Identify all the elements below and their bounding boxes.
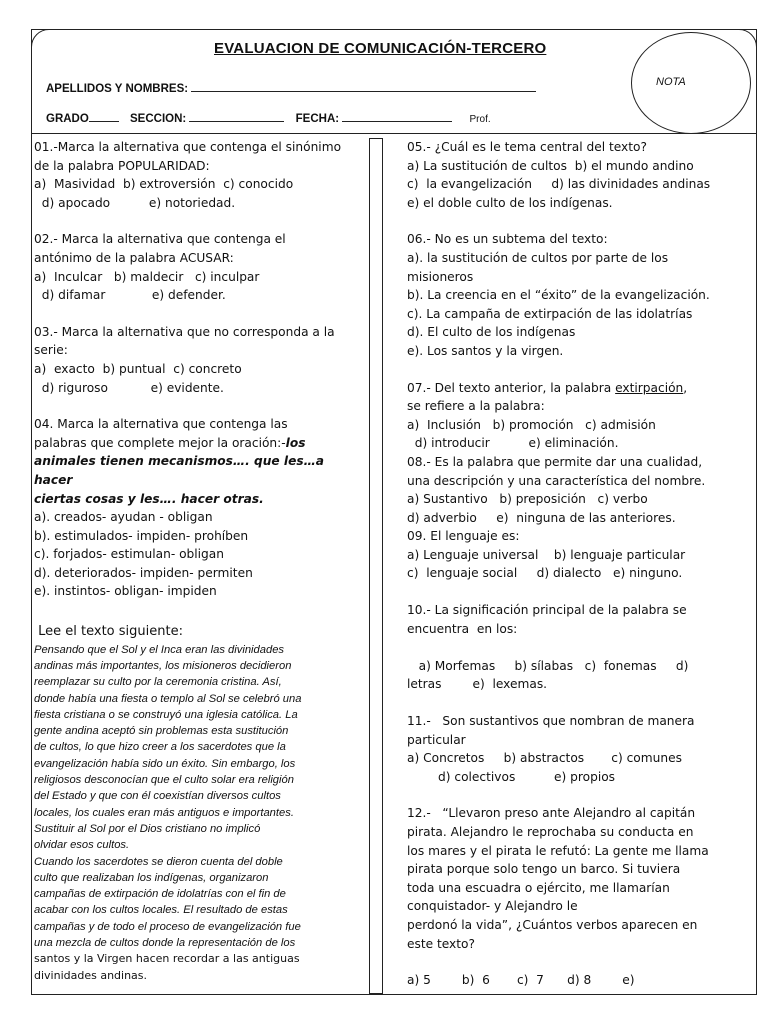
- reading-line: olvidar esos cultos.: [34, 839, 130, 852]
- reading-line: religiosos desconocían que el culto solar era religión: [34, 774, 294, 787]
- question-10: [407, 601, 737, 694]
- question-4: [34, 415, 364, 601]
- q4-line: palabras que complete mejor la oración:-: [34, 435, 286, 450]
- q3-line: serie:: [34, 343, 68, 358]
- question-11: [407, 712, 737, 786]
- q10-line: encuentra en los:: [407, 621, 518, 636]
- q9-options: a) Lenguaje universal b) lenguaje particular: [407, 547, 686, 562]
- q12-line: toda una escuadra o ejército, me llamarían: [407, 880, 670, 895]
- reading-line: fiesta cristiana o se construyó una iglesia católica. La: [34, 708, 298, 721]
- reading-line: Pensando que el Sol y el Inca eran las divinidades: [34, 643, 285, 656]
- q9-line: 09. El lenguaje es:: [407, 529, 520, 544]
- q4-option: c). forjados- estimulan- obligan: [34, 547, 224, 562]
- question-3: [34, 323, 364, 397]
- q11-line: 11.- Son sustantivos que nombran de manera: [407, 714, 695, 729]
- grado-blank[interactable]: [89, 110, 119, 122]
- q12-line: este texto?: [407, 936, 475, 951]
- reading-line: Cuando los sacerdotes se dieron cuenta del doble: [34, 855, 283, 868]
- name-blank[interactable]: [191, 80, 536, 92]
- q8-options: a) Sustantivo b) preposición c) verbo: [407, 492, 648, 507]
- question-7: [407, 379, 737, 453]
- question-8: [407, 453, 737, 527]
- q6-option: b). La creencia en el “éxito” de la evangelización.: [407, 288, 710, 303]
- q3-line: 03.- Marca la alternativa que no corresponda a la: [34, 324, 335, 339]
- reading-line: culto que realizaban los indígenas, organizaron: [34, 871, 269, 884]
- exam-title: EVALUACION DE COMUNICACIÓN-TERCERO: [214, 40, 547, 57]
- student-name-line: [46, 80, 536, 95]
- q6-option: a). la sustitución de cultos por parte de los: [407, 250, 669, 265]
- seccion-blank[interactable]: [189, 110, 284, 122]
- q5-options: c) la evangelización d) las divinidades andinas: [407, 177, 711, 192]
- reading-text: [34, 642, 364, 984]
- q6-option: misioneros: [407, 269, 474, 284]
- reading-line: donde había una fiesta o templo al Sol se celebró una: [34, 692, 302, 705]
- question-6: [407, 230, 737, 360]
- q12-line: 12.- “Llevaron preso ante Alejandro al capitán: [407, 806, 696, 821]
- q2-options: a) Inculcar b) maldecir c) inculpar: [34, 269, 260, 284]
- q4-option: a). creados- ayudan - obligan: [34, 510, 213, 525]
- q9-options: c) lenguaje social d) dialecto e) ninguno.: [407, 566, 683, 581]
- q12-line: pirata. Alejandro le reprochaba su conducta en: [407, 825, 694, 839]
- nota-label: NOTA: [656, 76, 686, 88]
- fecha-blank[interactable]: [342, 110, 452, 122]
- q12-options: a) 5 b) 6 c) 7 d) 8 e): [407, 973, 635, 988]
- reading-line: evangelización había sido un éxito. Sin embargo, los: [34, 757, 296, 770]
- reading-line: locales, los cuales eran más antiguos e importantes.: [34, 806, 294, 819]
- reading-line: campañas de extirpación de idolatrías con el fin de: [34, 888, 286, 901]
- reading-title: Lee el texto siguiente:: [34, 624, 183, 640]
- q4-option: d). deteriorados- impiden- permiten: [34, 565, 253, 580]
- q12-line: los mares y el pirata le refutó: La gente me llama: [407, 843, 709, 858]
- q4-sentence: animales tienen mecanismos…. que les…a hacer: [34, 454, 329, 487]
- apellidos-label: APELLIDOS Y NOMBRES:: [46, 83, 189, 95]
- reading-line: una mezcla de cultos donde la representación de los: [34, 937, 296, 949]
- q4-sentence: los: [285, 435, 306, 450]
- right-column: [407, 138, 737, 990]
- grado-line: [46, 110, 491, 125]
- reading-line: andinas más importantes, los misioneros decidieron: [34, 659, 292, 672]
- q2-options: d) difamar e) defender.: [34, 288, 226, 303]
- question-9: [407, 527, 737, 583]
- q7-keyword: extirpación: [615, 380, 684, 395]
- q1-options: d) apocado e) notoriedad.: [34, 195, 236, 210]
- q10-options: letras e) lexemas.: [407, 677, 548, 692]
- q12-line: pirata porque solo tengo un barco. Si tuviera: [407, 862, 681, 877]
- reading-line: gente andina aceptó sin problemas esta sustitución: [34, 725, 289, 738]
- q1-line: de la palabra POPULARIDAD:: [34, 158, 210, 173]
- q5-line: 05.- ¿Cuál es le tema central del texto?: [407, 140, 647, 154]
- question-2: [34, 230, 364, 304]
- q6-line: 06.- No es un subtema del texto:: [407, 232, 608, 247]
- nota-circle: [631, 32, 751, 134]
- q11-options: a) Concretos b) abstractos c) comunes: [407, 751, 682, 766]
- q3-options: a) exacto b) puntual c) concreto: [34, 361, 242, 376]
- q7-line: 07.- Del texto anterior, la palabra: [407, 380, 616, 395]
- reading-line: del Estado y que con él coexistían diversos cultos: [34, 790, 281, 803]
- prof-label: Prof.: [469, 114, 491, 125]
- q4-option: b). estimulados- impiden- prohíben: [34, 528, 249, 543]
- q2-line: antónimo de la palabra ACUSAR:: [34, 250, 234, 265]
- reading-line: acabar con los cultos locales. El resultado de estas: [34, 904, 288, 917]
- question-1: [34, 138, 364, 212]
- q12-line: perdonó la vida”, ¿Cuántos verbos aparecen en: [407, 917, 698, 932]
- reading-line: de cultos, lo que hizo creer a los sacerdotes que la: [34, 741, 286, 754]
- q10-options: a) Morfemas b) sílabas c) fonemas d): [407, 658, 689, 673]
- q12-line: conquistador- y Alejandro le: [407, 899, 578, 914]
- reading-line: santos y la Virgen hacen recordar a las antiguas: [34, 952, 300, 966]
- q7-punct: ,: [683, 380, 688, 395]
- q6-option: d). El culto de los indígenas: [407, 325, 576, 340]
- q1-line: 01.-Marca la alternativa que contenga el sinónimo: [34, 140, 342, 154]
- q3-options: d) riguroso e) evidente.: [34, 380, 224, 395]
- q10-spacer: [407, 638, 737, 657]
- fecha-label: FECHA:: [295, 113, 340, 125]
- q4-line: 04. Marca la alternativa que contenga las: [34, 417, 288, 432]
- q8-options: d) adverbio e) ninguna de las anteriores.: [407, 510, 676, 525]
- q6-option: e). Los santos y la virgen.: [407, 343, 564, 358]
- q10-line: 10.- La significación principal de la palabra se: [407, 603, 687, 618]
- q4-sentence: ciertas cosas y les…. hacer otras.: [34, 491, 264, 506]
- q4-option: e). instintos- obligan- impiden: [34, 584, 217, 599]
- reading-line: Sustituir al Sol por el Dios cristiano no implicó: [34, 822, 261, 835]
- q2-line: 02.- Marca la alternativa que contenga el: [34, 232, 286, 247]
- q8-line: 08.- Es la palabra que permite dar una cualidad,: [407, 454, 703, 469]
- grado-label: GRADO: [46, 113, 89, 125]
- q7-line: se refiere a la palabra:: [407, 399, 545, 414]
- q6-option: c). La campaña de extirpación de las idolatrías: [407, 306, 693, 321]
- left-column: [34, 138, 364, 984]
- reading-line: campañas y de todo el proceso de evangelización fue: [34, 920, 301, 933]
- column-divider: [369, 138, 383, 994]
- seccion-label: SECCION:: [130, 113, 187, 125]
- q5-options: e) el doble culto de los indígenas.: [407, 195, 613, 210]
- q7-options: a) Inclusión b) promoción c) admisión: [407, 417, 656, 432]
- q7-options: d) introducir e) eliminación.: [407, 436, 619, 451]
- q8-line: una descripción y una característica del nombre.: [407, 473, 706, 488]
- reading-line: divinidades andinas.: [34, 968, 148, 982]
- q1-options: a) Masividad b) extroversión c) conocido: [34, 177, 294, 192]
- q5-options: a) La sustitución de cultos b) el mundo andino: [407, 158, 694, 173]
- question-12: [407, 804, 737, 989]
- q11-line: particular: [407, 732, 466, 747]
- reading-line: reemplazar su culto por la ceremonia cristina. Así,: [34, 676, 282, 689]
- q11-options: d) colectivos e) propios: [407, 769, 616, 784]
- question-5: [407, 138, 737, 212]
